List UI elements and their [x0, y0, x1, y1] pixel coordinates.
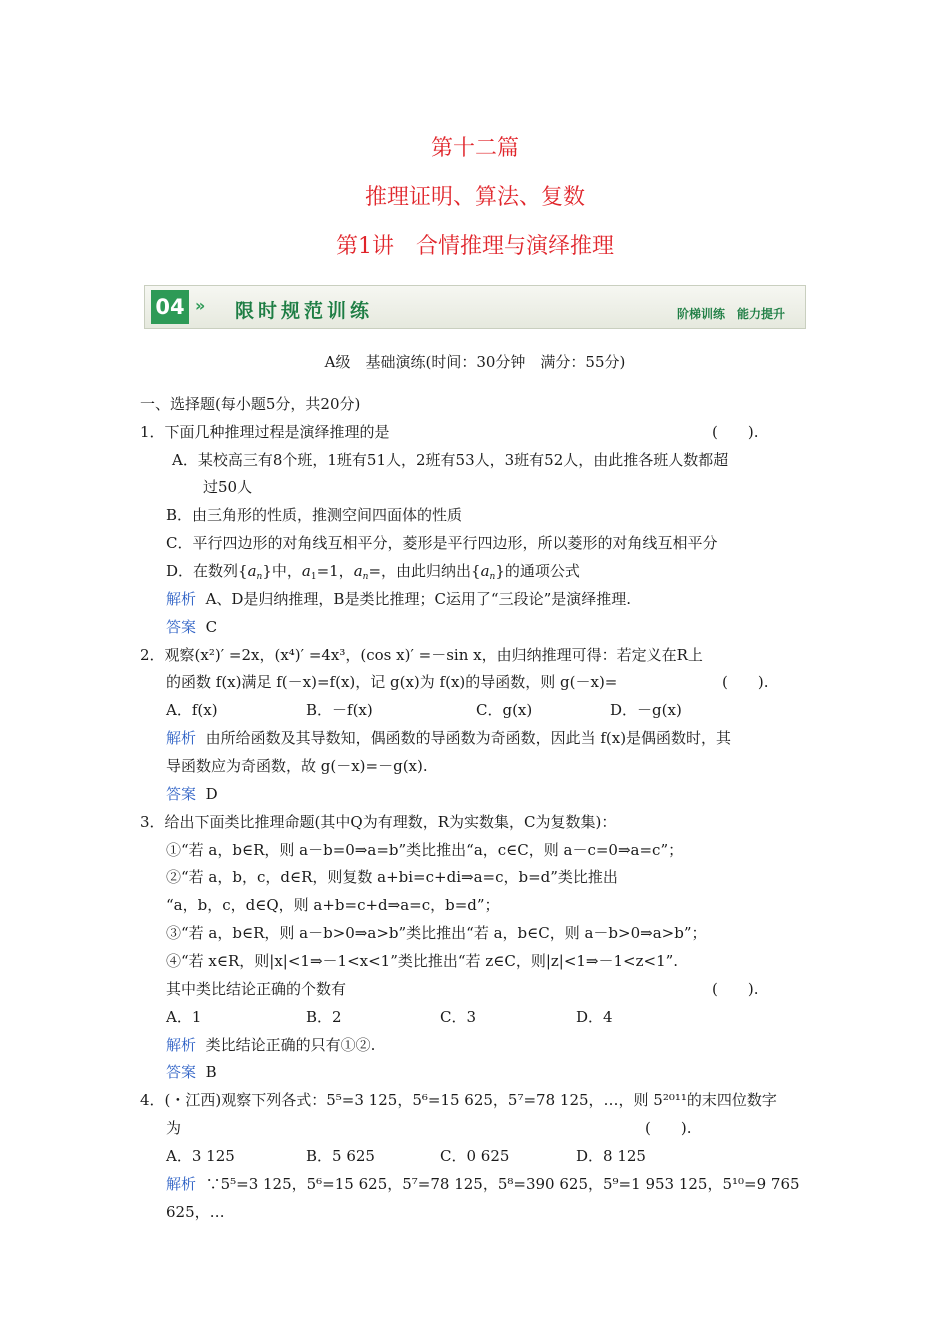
- q2-analysis-cont: 导函数应为奇函数，故 g(－x)=－g(x).: [166, 757, 428, 775]
- q3-option-c: C．3: [440, 1008, 477, 1026]
- q4-option-a: A．3 125: [166, 1147, 235, 1165]
- q1-analysis: 解析 A、D是归纳推理，B是类比推理；C运用了“三段论”是演绎推理.: [166, 590, 632, 608]
- q1-option-a: A．某校高三有8个班，1班有51人，2班有53人，3班有52人，由此推各班人数都超: [172, 451, 729, 469]
- q4-stem-line2: 为: [166, 1119, 182, 1137]
- q4-stem-line1: 4．(・江西)观察下列各式：5⁵=3 125，5⁶=15 625，5⁷=78 125，…，则 5²⁰¹¹的末四位数字: [140, 1091, 777, 1109]
- q2-option-b: B．－f(x): [306, 701, 373, 719]
- q4-option-d: D．8 125: [576, 1147, 646, 1165]
- q2-stem-line1: 2．观察(x²)′ =2x，(x⁴)′ =4x³，(cos x)′ =－sin x，由归纳推理可得：若定义在R上: [140, 646, 703, 664]
- q3-option-a: A．1: [166, 1008, 202, 1026]
- q3-stem: 3．给出下面类比推理命题(其中Q为有理数，R为实数集，C为复数集)：: [140, 813, 617, 831]
- q2-answer-blank: ( ).: [722, 673, 769, 691]
- q1-answer: 答案 C: [166, 618, 218, 636]
- banner-number: 04: [151, 290, 189, 324]
- subject-title: 推理证明、算法、复数: [364, 185, 585, 210]
- q3-analysis: 解析 类比结论正确的只有①②.: [166, 1036, 376, 1054]
- chevron-right-icon: »: [195, 296, 206, 315]
- practice-banner: [144, 285, 806, 329]
- q3-proposition-2: ②“若 a，b，c，d∈R，则复数 a+bi=c+di⇒a=c，b=d”类比推出: [166, 868, 618, 886]
- level-heading: A级 基础演练(时间：30分钟 满分：55分): [324, 353, 626, 371]
- q3-option-d: D．4: [576, 1008, 613, 1026]
- section-heading: 一、选择题(每小题5分，共20分): [140, 395, 361, 413]
- q2-option-a: A．f(x): [166, 701, 218, 719]
- q3-answer-blank: ( ).: [712, 980, 759, 998]
- q3-question: 其中类比结论正确的个数有: [166, 980, 347, 998]
- q1-stem: 1．下面几种推理过程是演绎推理的是: [140, 423, 390, 441]
- q1-option-b: B．由三角形的性质，推测空间四面体的性质: [166, 506, 463, 524]
- q4-answer-blank: ( ).: [645, 1119, 692, 1137]
- q3-option-b: B．2: [306, 1008, 342, 1026]
- q1-option-c: C．平行四边形的对角线互相平分，菱形是平行四边形，所以菱形的对角线互相平分: [166, 534, 718, 552]
- q4-analysis: 解析 ∵5⁵=3 125，5⁶=15 625，5⁷=78 125，5⁸=390 625，5⁹=1 953 125，5¹⁰=9 765: [166, 1175, 800, 1193]
- part-title: 第十二篇: [430, 136, 519, 161]
- q3-proposition-4: ④“若 x∈R，则|x|<1⇒－1<x<1”类比推出“若 z∈C，则|z|<1⇒－1<z<1”.: [166, 952, 679, 970]
- q1-option-d: D．在数列$\{a_n\}$中，$a_1=1$，$a_n=$，由此归纳出$\{a_n\}$的通项公式: [166, 562, 580, 582]
- lecture-title: 第1讲 合情推理与演绎推理: [336, 234, 614, 259]
- q1-answer-blank: ( ).: [712, 423, 759, 441]
- q2-option-d: D．－g(x): [610, 701, 682, 719]
- q3-answer: 答案 B: [166, 1063, 217, 1081]
- banner-title: 限时规范训练: [235, 300, 374, 322]
- q4-option-b: B．5 625: [306, 1147, 375, 1165]
- q4-analysis-cont: 625，…: [166, 1203, 225, 1221]
- q4-option-c: C．0 625: [440, 1147, 510, 1165]
- q3-proposition-1: ①“若 a，b∈R，则 a－b=0⇒a=b”类比推出“a，c∈C，则 a－c=0⇒a=c”；: [166, 841, 684, 859]
- q2-analysis: 解析 由所给函数及其导数知，偶函数的导函数为奇函数，因此当 f(x)是偶函数时，其: [166, 729, 732, 747]
- q2-option-c: C．g(x): [476, 701, 533, 719]
- banner-slogan: 阶梯训练 能力提升: [676, 307, 785, 321]
- q1-option-a-cont: 过50人: [203, 478, 253, 496]
- q3-proposition-2-cont: “a，b，c，d∈Q，则 a+b=c+d⇒a=c，b=d”；: [166, 896, 500, 914]
- q2-answer: 答案 D: [166, 785, 218, 803]
- q2-stem-line2: 的函数 f(x)满足 f(－x)=f(x)，记 g(x)为 f(x)的导函数，则 g(－x)=: [166, 673, 618, 691]
- q3-proposition-3: ③“若 a，b∈R，则 a－b>0⇒a>b”类比推出“若 a，b∈C，则 a－b>0⇒a>b”；: [166, 924, 707, 942]
